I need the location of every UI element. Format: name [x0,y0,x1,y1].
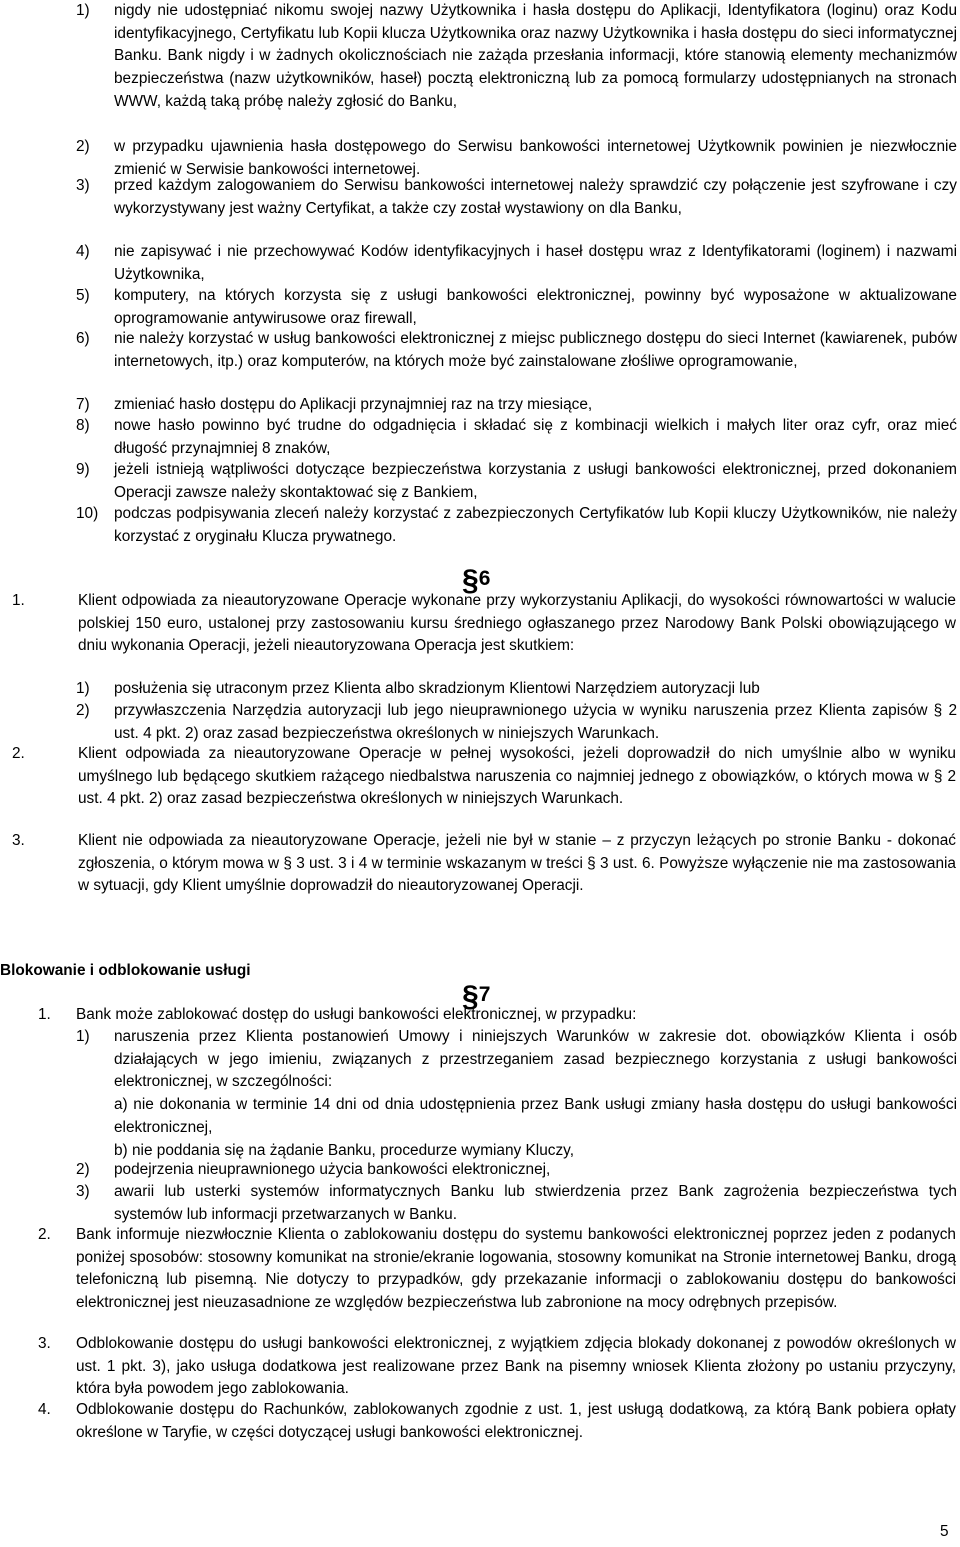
list-item [76,328,957,373]
clause-item [12,590,956,658]
section-sign: § [462,564,479,597]
clause-item [12,830,956,898]
list-item [76,0,957,114]
list-item [76,459,957,504]
list-item [76,1181,957,1226]
list-item-text: naruszenia przez Klienta postanowień Umowy i niniejszych Warunków w zakresie dot. obowiązków Klienta i osób działających w jego imieniu, związanych z przestrzeganiem zasad bezpiecznego korzystania z usługi bankowości elektronicznej, w szczególności: [114,1028,957,1091]
list-item-number: 5) [76,287,90,304]
list-item-text: posłużenia się utraconym przez Klienta albo skradzionym Klientowi Narzędziem autoryzacji lub [114,680,760,697]
list-item-number: 1) [76,680,90,697]
list-item-number: 8) [76,417,90,434]
list-item-text: komputery, na których korzysta się z usługi bankowości elektronicznej, powinny być wyposażone w aktualizowane oprogramowanie antywirusowe oraz firewall, [114,287,957,327]
list-item [76,678,957,701]
clause-text: Klient nie odpowiada za nieautoryzowane Operacje, jeżeli nie był w stanie – z przyczyn leżących po stronie Banku - dokonać zgłoszenia, o którym mowa w § 3 ust. 3 i 4 w terminie wskazanym w treści § 3 ust. 6. Powyższe wyłączenie nie ma zastosowania w sytuacji, gdy Klient umyślnie doprowadził do nieautoryzowanej Operacji. [78,832,956,895]
clause-text: Klient odpowiada za nieautoryzowane Operacje w pełnej wysokości, jeżeli doprowadził do nich umyślnie albo w wyniku umyślnego lub będącego skutkiem rażącego niedbalstwa naruszenia co najmniej jednego z obowiązków, o których mowa w § 2 ust. 4 pkt. 2) oraz zasad bezpieczeństwa określonych w niniejszych Warunkach. [78,745,956,808]
list-item-text: przed każdym zalogowaniem do Serwisu bankowości internetowej należy sprawdzić czy połączenie jest szyfrowane i czy wykorzystywany jest ważny Certyfikat, a także czy został wystawiony on dla Banku, [114,177,957,217]
list-item-text: zmieniać hasło dostępu do Aplikacji przynajmniej raz na trzy miesiące, [114,396,593,413]
clause-number: 1. [38,1006,51,1023]
list-item-text: nowe hasło powinno być trudne do odgadnięcia i składać się z kombinacji wielkich i małych liter oraz cyfr, oraz mieć długość przynajmniej 8 znaków, [114,417,957,457]
list-item [76,241,957,286]
sub-item: b) nie poddania się na żądanie Banku, procedurze wymiany Kluczy, [114,1141,574,1159]
list-item-text: przywłaszczenia Narzędzia autoryzacji lub jego nieuprawnionego użycia w wyniku naruszenia przez Klienta zapisów § 2 ust. 4 pkt. 2) oraz zasad bezpieczeństwa określonych w niniejszych Warunkach. [114,702,957,742]
clause-number: 3. [38,1335,51,1352]
sub-item: a) nie dokonania w terminie 14 dni od dnia udostępnienia przez Bank usługi zmiany hasła dostępu do usługi bankowości elektronicznej, [114,1096,957,1136]
list-item [76,1026,957,1162]
list-item-number: 2) [76,1161,90,1178]
list-item-number: 4) [76,243,90,260]
paragraph-number: 7 [478,983,491,1006]
list-item-number: 3) [76,177,90,194]
clause-text: Bank informuje niezwłocznie Klienta o zablokowaniu dostępu do systemu bankowości elektronicznej poprzez jeden z podanych poniżej sposobów: stosowny komunikat na stronie/ekranie logowania, stosowny komunikat na Stronie internetowej Banku, drogą telefoniczną lub pisemną. Nie dotyczy to przypadków, gdy przekazanie informacji o zablokowaniu dostępu do bankowości elektronicznej jest nieuzasadnione ze względów bezpieczeństwa lub zabronione na mocy odrębnych przepisów. [76,1226,956,1312]
list-item-text: w przypadku ujawnienia hasła dostępowego do Serwisu bankowości internetowej Użytkownik powinien je niezwłocznie zmienić w Serwisie bankowości internetowej. [114,138,957,178]
clause-number: 4. [38,1401,51,1418]
list-item-text: awarii lub usterki systemów informatycznych Banku lub stwierdzenia przez Bank zagrożenia bezpieczeństwa tych systemów lub informacji przetwarzanych w Banku. [114,1183,957,1223]
clause-item [12,743,956,811]
clause-item [38,1004,956,1027]
list-item-text: jeżeli istnieją wątpliwości dotyczące bezpieczeństwa korzystania z usługi bankowości elektronicznej, przed dokonaniem Operacji zawsze należy skontaktować się z Bankiem, [114,461,957,501]
list-item-number: 2) [76,702,90,719]
clause-text: Odblokowanie dostępu do Rachunków, zablokowanych zgodnie z ust. 1, jest usługą dodatkową, za którą Bank pobiera opłaty określone w Taryfie, w części dotyczącej usługi bankowości elektronicznej. [76,1401,956,1441]
list-item-text: nigdy nie udostępniać nikomu swojej nazwy Użytkownika i hasła dostępu do Aplikacji, Identyfikatora (loginu) oraz Kodu identyfikacyjnego, Certyfikatu lub Kopii klucza Użytkownika oraz nazwy Użytkownika i hasła dostępu do sieci informatycznej Banku. Bank nigdy i w żadnych okolicznościach nie zażąda przesłania informacji, które stanowią elementy mechanizmów bezpieczeństwa (nazw użytkowników, haseł) pocztą elektroniczną lub za pomocą formularzy udostępnianych na stronach WWW, każdą taką próbę należy zgłosić do Banku, [114,2,957,110]
list-item-number: 10) [76,505,99,522]
list-item-number: 9) [76,461,90,478]
list-item-number: 1) [76,1028,90,1045]
clause-number: 1. [12,592,25,609]
list-item [76,285,957,330]
page-number: 5 [940,1523,949,1540]
section-sign: § [462,980,479,1013]
clause-text: Bank może zablokować dostęp do usługi bankowości elektronicznej, w przypadku: [76,1006,637,1023]
list-item-text: nie należy korzystać w usług bankowości elektronicznej z miejsc publicznego dostępu do sieci Internet (kawiarenek, pubów internetowych, itp.) oraz komputerów, na których może być zainstalowane złośliwe oprogramowanie, [114,330,957,370]
list-item [76,415,957,460]
paragraph-number: 6 [478,567,491,590]
list-item [76,1159,957,1182]
list-item-number: 3) [76,1183,90,1200]
list-item-number: 2) [76,138,90,155]
clause-item [38,1333,956,1401]
list-item-number: 7) [76,396,90,413]
clause-item [38,1224,956,1315]
list-item [76,503,957,548]
clause-item [38,1399,956,1444]
list-item [76,175,957,220]
clause-number: 2. [12,745,25,762]
list-item-number: 1) [76,2,90,19]
list-item [76,394,957,417]
list-item-number: 6) [76,330,90,347]
clause-text: Klient odpowiada za nieautoryzowane Operacje wykonane przy wykorzystaniu Aplikacji, do wysokości równowartości w walucie polskiej 150 euro, ustalonej przy zastosowaniu kursu średniego ogłaszanego przez Narodowy Bank Polski obowiązującego w dniu wykonania Operacji, jeżeli nieautoryzowana Operacja jest skutkiem: [78,592,956,655]
clause-text: Odblokowanie dostępu do usługi bankowości elektronicznej, z wyjątkiem zdjęcia blokady dokonanej z powodów określonych w ust. 1 pkt. 3), jako usługa dodatkowa jest realizowane przez Bank na pisemny wniosek Klienta złożony po ustaniu przyczyny, która była powodem jego zablokowania. [76,1335,956,1398]
list-item [76,700,957,745]
list-item-text: podczas podpisywania zleceń należy korzystać z zabezpieczonych Certyfikatów lub Kopii kluczy Użytkowników, nie należy korzystać z oryginału Klucza prywatnego. [114,505,957,545]
list-item-text: nie zapisywać i nie przechowywać Kodów identyfikacyjnych i haseł dostępu wraz z Identyfikatorami (loginem) i nazwami Użytkownika, [114,243,957,283]
clause-number: 2. [38,1226,51,1243]
clause-number: 3. [12,832,25,849]
section-title: Blokowanie i odblokowanie usługi [0,962,251,979]
list-item-text: podejrzenia nieuprawnionego użycia bankowości elektronicznej, [114,1161,551,1178]
